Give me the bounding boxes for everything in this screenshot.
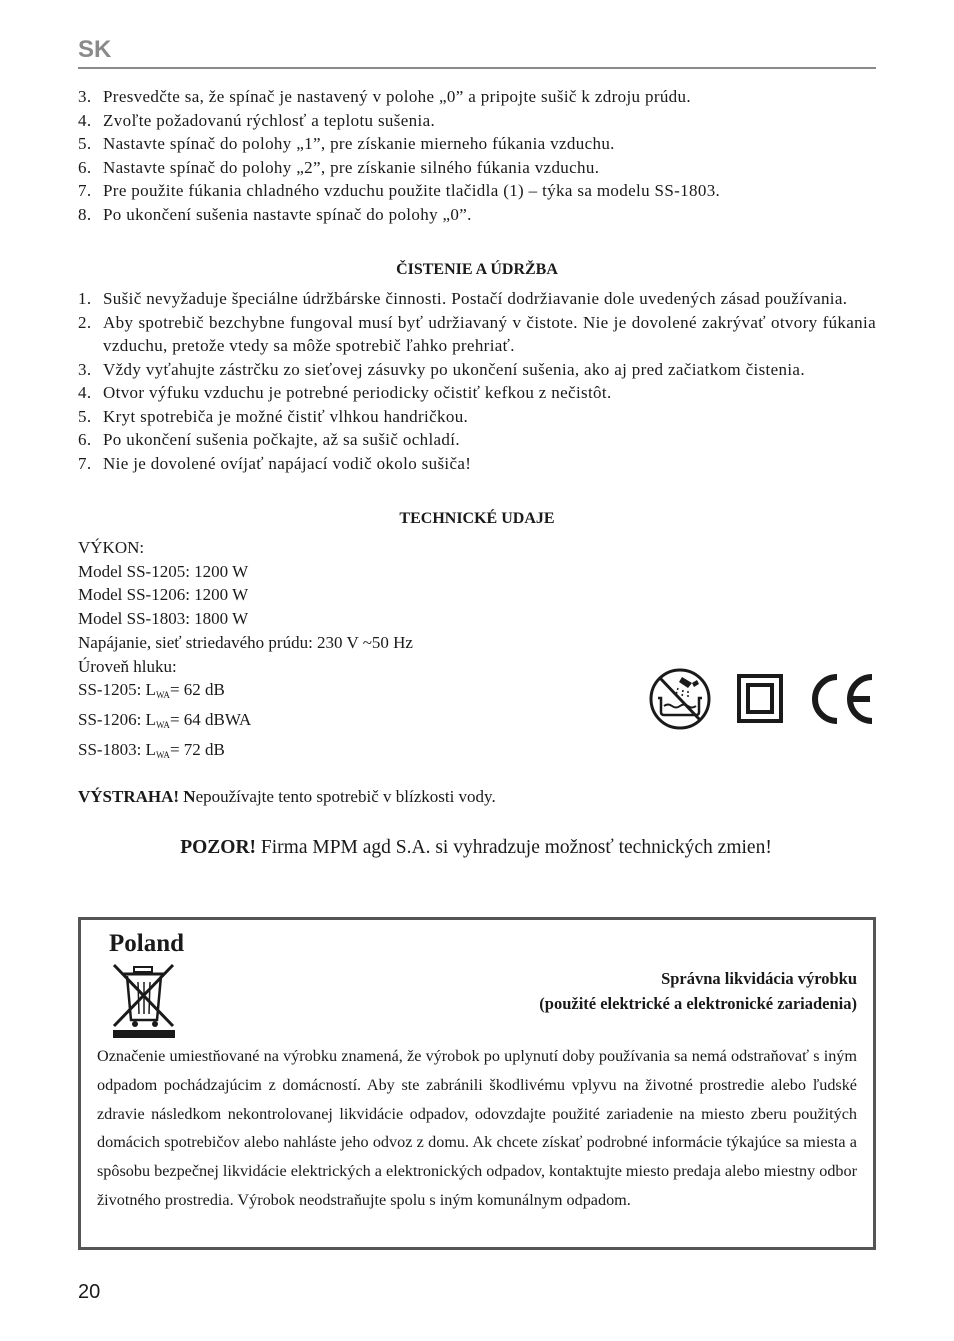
item-number: 6. xyxy=(78,157,92,177)
double-insulation-icon xyxy=(736,668,784,730)
item-text: Zvoľte požadovanú rýchlosť a teplotu sušenia. xyxy=(103,110,436,130)
item-text: Po ukončení sušenia počkajte, až sa sušič ochladí. xyxy=(103,430,460,449)
cleaning-list xyxy=(78,287,876,475)
cleaning-title: ČISTENIE A ÚDRŽBA xyxy=(396,261,558,278)
item-text: Vždy vyťahujte zástrčku zo sieťovej zásuvky po ukončení sušenia, ako aj pred začiatkom čistenia. xyxy=(103,359,805,379)
noise-subscript: WA xyxy=(155,719,170,730)
noise-model: SS-1803: L xyxy=(78,739,156,759)
warning-text xyxy=(78,787,876,807)
disposal-box xyxy=(78,917,876,1250)
notice-message: Firma MPM agd S.A. si vyhradzuje možnosť technických zmien! xyxy=(256,837,772,859)
warning-message: epoužívajte tento spotrebič v blízkosti vody. xyxy=(195,787,496,807)
item-text: Aby spotrebič bezchybne fungoval musí byť udržiavaný v čistote. Nie je dovolené zakrývať otvory fúkania vzduchu, pretože vtedy sa môže spotrebič ľahko prehriať. xyxy=(103,312,876,355)
list-item xyxy=(78,179,876,203)
ce-mark-icon xyxy=(806,668,876,730)
notice-label: POZOR! xyxy=(180,837,257,859)
list-item xyxy=(78,156,876,180)
model-power: Model SS-1206: 1200 W xyxy=(78,585,249,605)
item-number: 4. xyxy=(78,383,92,402)
item-text: Otvor výfuku vzduchu je potrebné periodicky očistiť kefkou z nečistôt. xyxy=(103,383,612,402)
noise-subscript: WA xyxy=(155,749,170,760)
list-item xyxy=(78,381,876,405)
list-item xyxy=(78,85,876,109)
notice-text xyxy=(78,837,876,859)
list-item xyxy=(78,287,876,311)
list-item xyxy=(78,358,876,382)
item-text: Nastavte spínač do polohy „2”, pre získanie silného fúkania vzduchu. xyxy=(103,157,600,177)
noise-value xyxy=(78,738,876,768)
header-divider xyxy=(78,67,876,69)
model-power: Model SS-1205: 1200 W xyxy=(78,561,249,581)
warning-label: VÝSTRAHA! N xyxy=(78,787,196,807)
list-item xyxy=(78,428,876,452)
item-number: 2. xyxy=(78,312,92,332)
noise-model: SS-1206: L xyxy=(78,709,156,729)
disposal-text: Označenie umiestňované na výrobku znamená, že výrobok po uplynutí doby používania sa nemá odstraňovať s iným odpadom pochádzajúcim z domácností. Aby ste zabránili škodlivému vplyvu na životné prostredie alebo ľudské zdravie následkom nekontrolovanej likvidácie odpadov, odovzdajte použité zariadenie na miesto zberu použitých domácich spotrebičov alebo nahláste jeho odvoz z domu. Ak chcete získať podrobné informácie týkajúce sa miesta a spôsobu bezpečnej likvidácie elektrických a elektronických odpadov, kontaktujte miesto predaja alebo miestny odbor životného prostredia. Výrobok neodstraňujte spolu s iným komunálnym odpadom. xyxy=(97,1047,857,1209)
noise-level: = 62 dB xyxy=(169,680,225,700)
item-number: 5. xyxy=(78,406,92,426)
item-text: Pre použite fúkania chladného vzduchu použite tlačidla (1) – týka sa modelu SS-1803. xyxy=(103,181,721,200)
item-number: 1. xyxy=(78,289,92,308)
item-text: Nastavte spínač do polohy „1”, pre získanie mierneho fúkania vzduchu. xyxy=(103,134,615,153)
list-item xyxy=(78,203,876,227)
technical-specs xyxy=(78,536,876,767)
power-label: VÝKON: xyxy=(78,538,145,557)
item-text: Presvedčte sa, že spínač je nastavený v polohe „0” a pripojte sušič k zdroju prúdu. xyxy=(103,87,691,106)
list-item xyxy=(78,452,876,476)
list-item xyxy=(78,109,876,133)
ce-mark-text: CE xyxy=(806,668,808,669)
technical-title: TECHNICKÉ UDAJE xyxy=(399,510,555,527)
power-supply: Napájanie, sieť striedavého prúdu: 230 V ~50 Hz xyxy=(78,632,413,652)
list-item xyxy=(78,311,876,358)
main-content xyxy=(78,85,876,859)
noise-level: = 64 dBWA xyxy=(169,709,252,729)
no-water-bath-icon xyxy=(648,668,712,730)
item-number: 7. xyxy=(78,181,92,200)
item-text: Po ukončení sušenia nastavte spínač do polohy „0”. xyxy=(103,204,472,224)
item-text: Sušič nevyžaduje špeciálne údržbárske činnosti. Postačí dodržiavanie dole uvedených zásad používania. xyxy=(103,289,848,308)
noise-label: Úroveň hluku: xyxy=(78,656,177,676)
page-number: 20 xyxy=(78,1281,101,1303)
usage-steps-list xyxy=(78,85,876,226)
noise-subscript: WA xyxy=(155,690,170,701)
list-item xyxy=(78,405,876,429)
item-number: 3. xyxy=(78,87,92,106)
noise-level: = 72 dB xyxy=(169,739,225,759)
model-power: Model SS-1803: 1800 W xyxy=(78,609,249,629)
item-number: 4. xyxy=(78,110,92,130)
disposal-heading xyxy=(539,966,857,1016)
item-number: 3. xyxy=(78,359,92,379)
disposal-heading-title: Správna likvidácia výrobku xyxy=(661,969,857,988)
list-item xyxy=(78,132,876,156)
country-label: Poland xyxy=(109,930,185,957)
item-number: 5. xyxy=(78,134,92,153)
language-tag: SK xyxy=(78,36,112,63)
item-number: 7. xyxy=(78,453,92,473)
noise-model: SS-1205: L xyxy=(78,680,156,700)
item-text: Kryt spotrebiča je možné čistiť vlhkou handričkou. xyxy=(103,406,469,426)
disposal-heading-subtitle: (použité elektrické a elektronické zariadenia) xyxy=(539,994,857,1013)
crossed-bin-icon xyxy=(111,962,179,1040)
item-text: Nie je dovolené ovíjať napájací vodič okolo sušiča! xyxy=(103,453,472,473)
item-number: 6. xyxy=(78,430,92,449)
item-number: 8. xyxy=(78,204,92,224)
